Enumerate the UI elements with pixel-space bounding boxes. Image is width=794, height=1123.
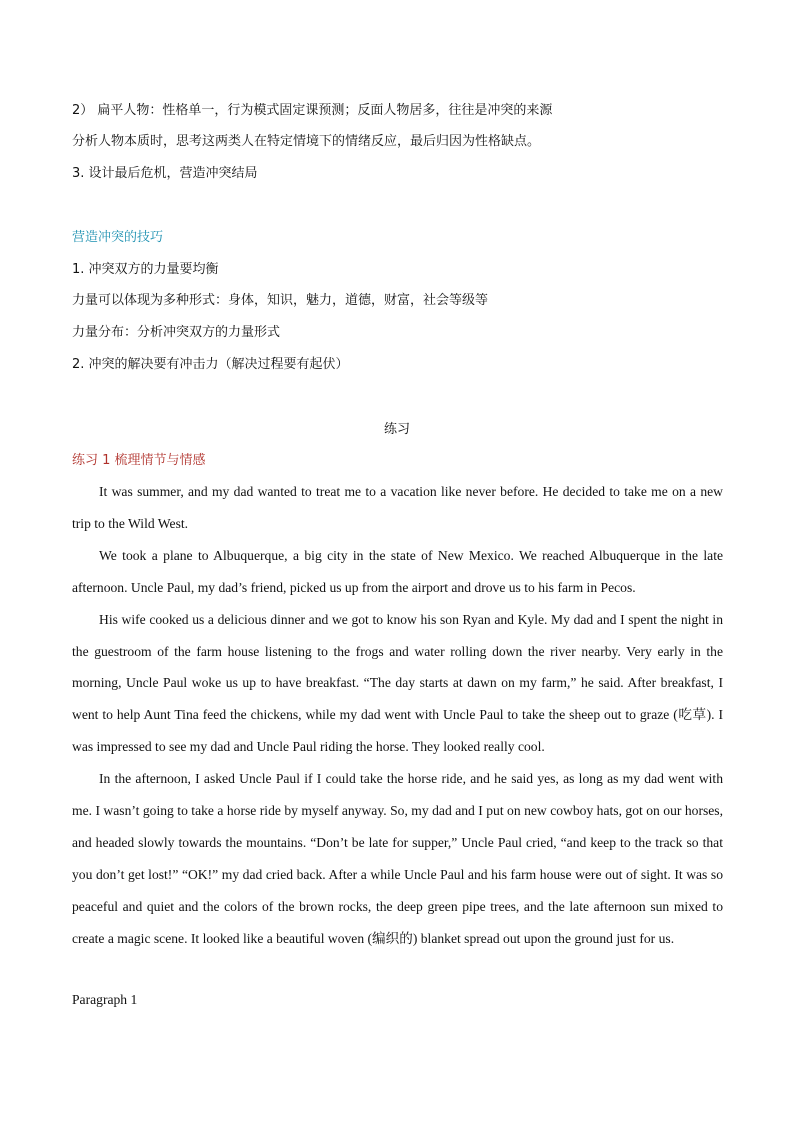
story-paragraph: We took a plane to Albuquerque, a big city in the state of New Mexico. We reached Albuquerque in the late afternoon. Uncle Paul, my dad’s friend, picked us up from the airport and drove us to his farm in Pecos. xyxy=(72,547,723,595)
note-item-3: 3. 设计最后危机，营造冲突结局 xyxy=(72,166,258,181)
story-passage xyxy=(72,476,723,955)
story-paragraph: His wife cooked us a delicious dinner and we got to know his son Ryan and Kyle. My dad and I spent the night in the guestroom of the farm house listening to the frogs and water rolling down the river nearby. Very early in the morning, Uncle Paul woke us up to have breakfast. “The day starts at dawn on my farm,” he said. After breakfast, I went to help Aunt Tina feed the chickens, while my dad went with Uncle Paul to take the sheep out to graze (吃草). I was impressed to see my dad and Uncle Paul riding the horse. They looked really cool. xyxy=(72,611,723,755)
exercise-subtitle: 练习 1 梳理情节与情感 xyxy=(72,453,206,468)
techniques-heading: 营造冲突的技巧 xyxy=(72,230,164,245)
exercise-title: 练习 xyxy=(383,422,410,437)
paragraph-label: Paragraph 1 xyxy=(72,992,138,1007)
note-item-2-detail: 分析人物本质时，思考这两类人在特定情境下的情绪反应，最后归因为性格缺点。 xyxy=(72,134,541,149)
technique-item-1-detail-1: 力量可以体现为多种形式：身体，知识，魅力，道德，财富，社会等级等 xyxy=(72,293,489,308)
note-item-2-title: 2） 扁平人物：性格单一，行为模式固定课预测；反面人物居多，往往是冲突的来源 xyxy=(72,103,553,118)
technique-item-2: 2. 冲突的解决要有冲击力（解决过程要有起伏） xyxy=(72,357,349,372)
story-paragraph: It was summer, and my dad wanted to treat me to a vacation like never before. He decided to take me on a new trip to the Wild West. xyxy=(72,484,723,531)
technique-item-1-detail-2: 力量分布：分析冲突双方的力量形式 xyxy=(72,325,281,340)
technique-item-1: 1. 冲突双方的力量要均衡 xyxy=(72,262,219,277)
story-paragraph: In the afternoon, I asked Uncle Paul if I could take the horse ride, and he said yes, as long as my dad went with me. I wasn’t going to take a horse ride by myself anyway. So, my dad and I put on new cowboy hats, got on our horses, and headed slowly towards the mountains. “Don’t be late for supper,” Uncle Paul cried, “and keep to the track so that you don’t get lost!” “OK!” my dad cried back. After a while Uncle Paul and his farm house were out of sight. It was so peaceful and quiet and the colors of the brown rocks, the deep green pipe trees, and the late afternoon sun mixed to create a magic scene. It looked like a beautiful woven (编织的) blanket spread out upon the ground just for us. xyxy=(72,771,723,946)
